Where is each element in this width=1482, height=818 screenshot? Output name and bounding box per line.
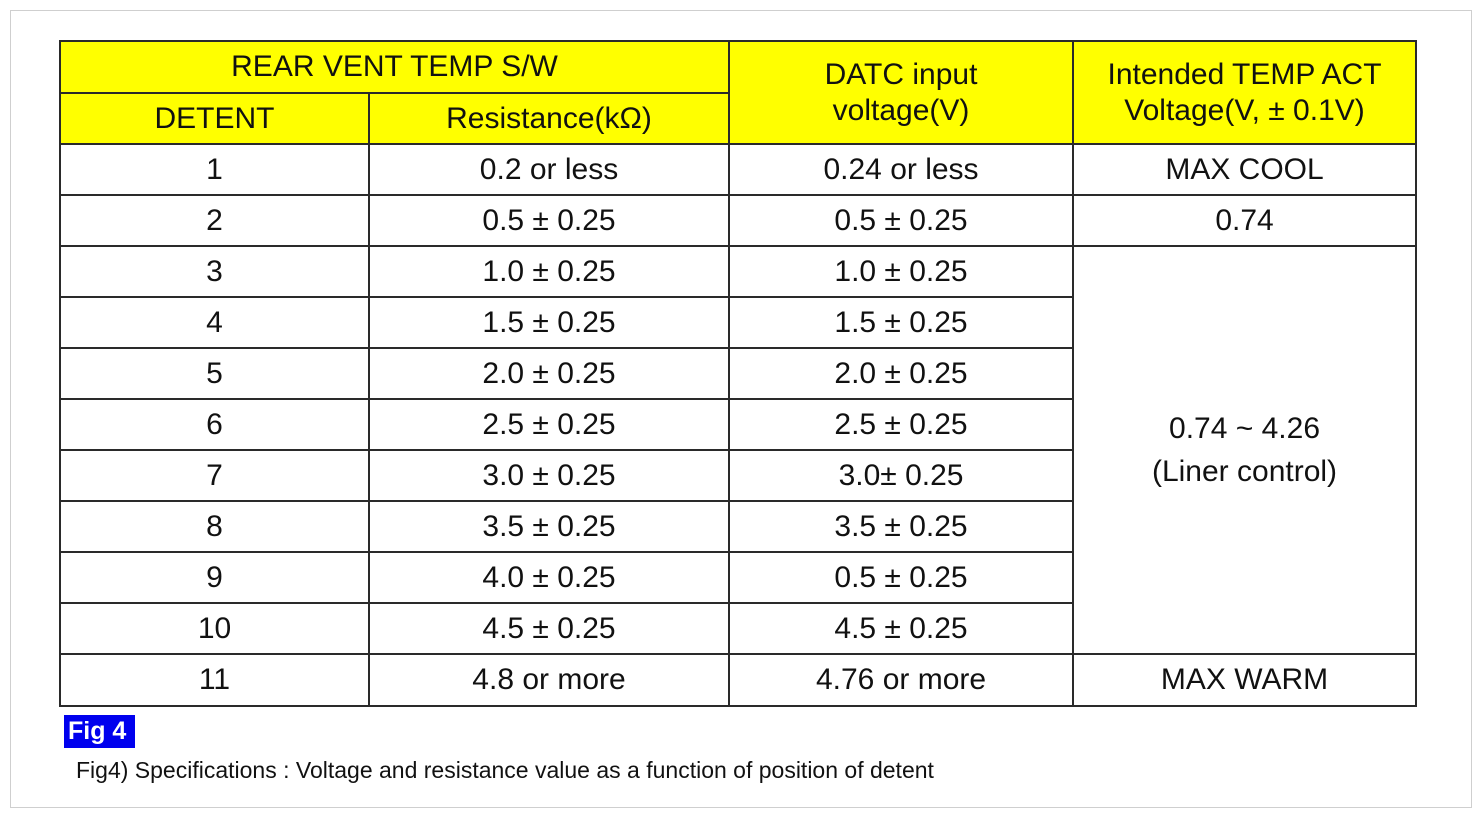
cell-voltage: 0.5 ± 0.25 xyxy=(729,195,1073,246)
cell-detent: 4 xyxy=(60,297,369,348)
cell-detent: 10 xyxy=(60,603,369,654)
cell-resistance: 4.0 ± 0.25 xyxy=(369,552,729,603)
cell-voltage: 2.5 ± 0.25 xyxy=(729,399,1073,450)
cell-resistance: 2.0 ± 0.25 xyxy=(369,348,729,399)
cell-detent: 2 xyxy=(60,195,369,246)
cell-voltage: 2.0 ± 0.25 xyxy=(729,348,1073,399)
cell-resistance: 2.5 ± 0.25 xyxy=(369,399,729,450)
table-row xyxy=(60,195,1416,246)
header-intended-temp-act-voltage: Intended TEMP ACT Voltage(V, ± 0.1V) xyxy=(1073,41,1416,144)
cell-resistance: 0.5 ± 0.25 xyxy=(369,195,729,246)
cell-detent: 6 xyxy=(60,399,369,450)
cell-voltage: 1.5 ± 0.25 xyxy=(729,297,1073,348)
figure-caption: Fig4) Specifications : Voltage and resistance value as a function of position of detent xyxy=(76,757,934,783)
cell-resistance: 1.5 ± 0.25 xyxy=(369,297,729,348)
cell-resistance: 4.5 ± 0.25 xyxy=(369,603,729,654)
spec-table xyxy=(59,40,1417,707)
cell-detent: 8 xyxy=(60,501,369,552)
cell-intended: MAX COOL xyxy=(1073,144,1416,195)
table-row xyxy=(60,246,1416,297)
cell-resistance: 4.8 or more xyxy=(369,654,729,706)
cell-detent: 9 xyxy=(60,552,369,603)
table-row xyxy=(60,144,1416,195)
cell-detent: 3 xyxy=(60,246,369,297)
cell-intended: MAX WARM xyxy=(1073,654,1416,706)
cell-detent: 5 xyxy=(60,348,369,399)
table-row xyxy=(60,654,1416,706)
cell-detent: 11 xyxy=(60,654,369,706)
cell-voltage: 4.5 ± 0.25 xyxy=(729,603,1073,654)
header-row-1 xyxy=(60,41,1416,93)
cell-voltage: 1.0 ± 0.25 xyxy=(729,246,1073,297)
cell-detent: 7 xyxy=(60,450,369,501)
cell-voltage: 3.0± 0.25 xyxy=(729,450,1073,501)
header-resistance: Resistance(kΩ) xyxy=(369,93,729,144)
cell-resistance: 3.5 ± 0.25 xyxy=(369,501,729,552)
figure-label: Fig 4 xyxy=(64,715,135,748)
header-datc-input-voltage: DATC input voltage(V) xyxy=(729,41,1073,144)
cell-resistance: 1.0 ± 0.25 xyxy=(369,246,729,297)
cell-resistance: 0.2 or less xyxy=(369,144,729,195)
cell-voltage: 4.76 or more xyxy=(729,654,1073,706)
cell-voltage: 0.5 ± 0.25 xyxy=(729,552,1073,603)
cell-voltage: 3.5 ± 0.25 xyxy=(729,501,1073,552)
header-rear-vent-temp-sw: REAR VENT TEMP S/W xyxy=(60,41,729,93)
cell-detent: 1 xyxy=(60,144,369,195)
header-detent: DETENT xyxy=(60,93,369,144)
cell-voltage: 0.24 or less xyxy=(729,144,1073,195)
cell-intended-linear-range: 0.74 ~ 4.26 (Liner control) xyxy=(1073,246,1416,654)
cell-intended: 0.74 xyxy=(1073,195,1416,246)
cell-resistance: 3.0 ± 0.25 xyxy=(369,450,729,501)
